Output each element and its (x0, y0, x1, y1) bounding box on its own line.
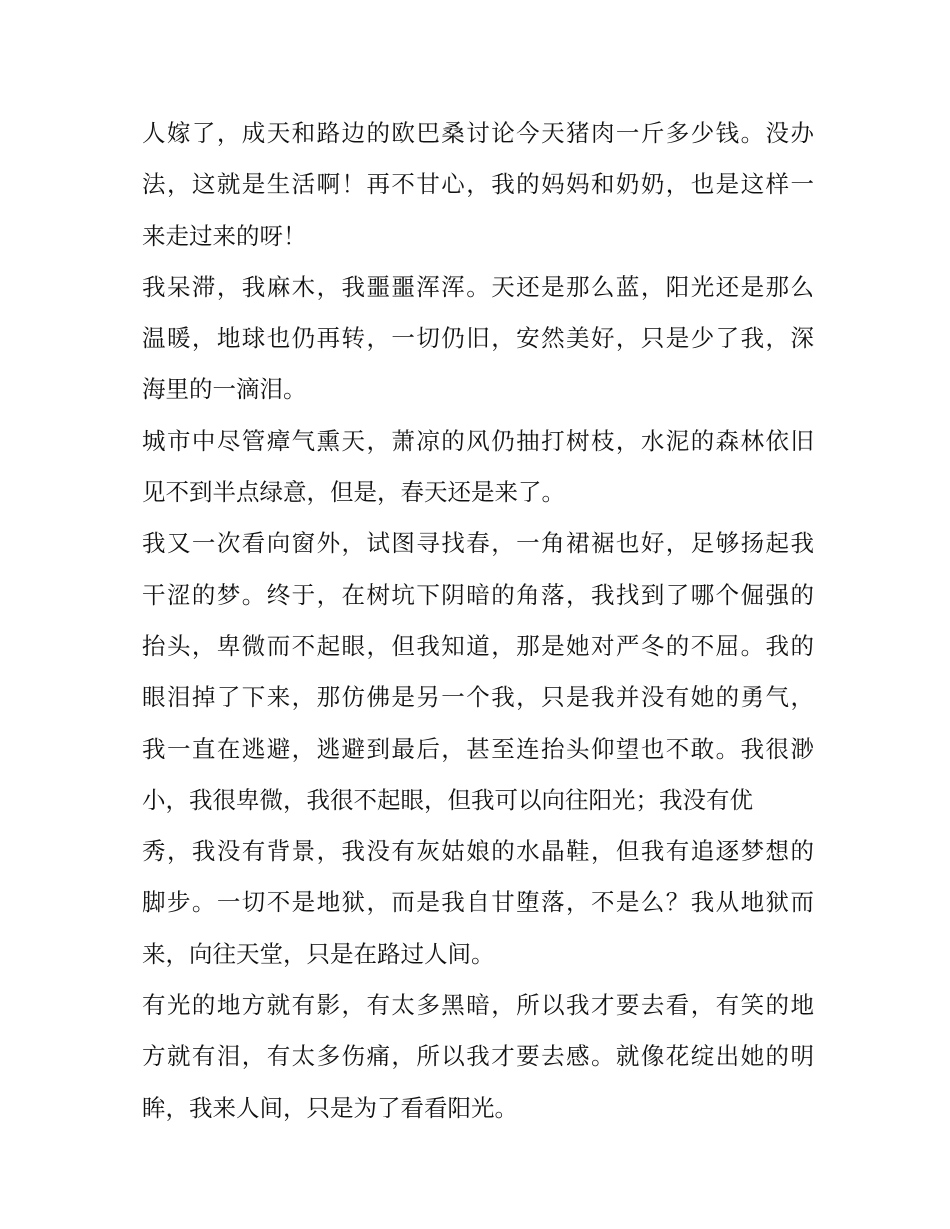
document-body (142, 108, 814, 1134)
text-line: 温暖，地球也仍再转，一切仍旧，安然美好，只是少了我，深 (142, 324, 814, 353)
text-line: 来，向往天堂，只是在路过人间。 (142, 939, 495, 968)
text-line: 我又一次看向窗外，试图寻找春，一角裙裾也好，足够扬起我 (142, 529, 814, 558)
text-line: 有光的地方就有影，有太多黑暗，所以我才要去看，有笑的地 (142, 991, 814, 1020)
text-line: 眸，我来人间，只是为了看看阳光。 (142, 1093, 518, 1122)
text-line: 干涩的梦。终于，在树坑下阴暗的角落，我找到了哪个倔强的 (142, 580, 814, 609)
text-line: 人嫁了，成天和路边的欧巴桑讨论今天猪肉一斤多少钱。没办 (142, 119, 814, 147)
text-line: 抬头，卑微而不起眼，但我知道，那是她对严冬的不屈。我的 (142, 631, 814, 660)
text-line: 我一直在逃避，逃避到最后，甚至连抬头仰望也不敢。我很渺 (142, 734, 814, 763)
text-line: 法，这就是生活啊！再不甘心，我的妈妈和奶奶，也是这样一 (142, 170, 814, 199)
text-line: 眼泪掉了下来，那仿佛是另一个我，只是我并没有她的勇气， (142, 683, 814, 712)
text-line: 海里的一滴泪。 (142, 375, 307, 404)
text-line: 我呆滞，我麻木，我噩噩浑浑。天还是那么蓝，阳光还是那么 (142, 272, 814, 301)
text-line: 脚步。一切不是地狱，而是我自甘堕落，不是么？我从地狱而 (142, 888, 814, 917)
text-line: 小，我很卑微，我很不起眼，但我可以向往阳光；我没有优 (142, 785, 753, 814)
text-line: 方就有泪，有太多伤痛，所以我才要去感。就像花绽出她的明 (142, 1042, 814, 1071)
text-line: 来走过来的呀！ (142, 221, 307, 250)
text-line: 城市中尽管瘴气熏天，萧凉的风仍抽打树枝，水泥的森林依旧 (142, 426, 814, 455)
text-line: 见不到半点绿意，但是，春天还是来了。 (142, 478, 565, 507)
text-line: 秀，我没有背景，我没有灰姑娘的水晶鞋，但我有追逐梦想的 (142, 837, 814, 866)
